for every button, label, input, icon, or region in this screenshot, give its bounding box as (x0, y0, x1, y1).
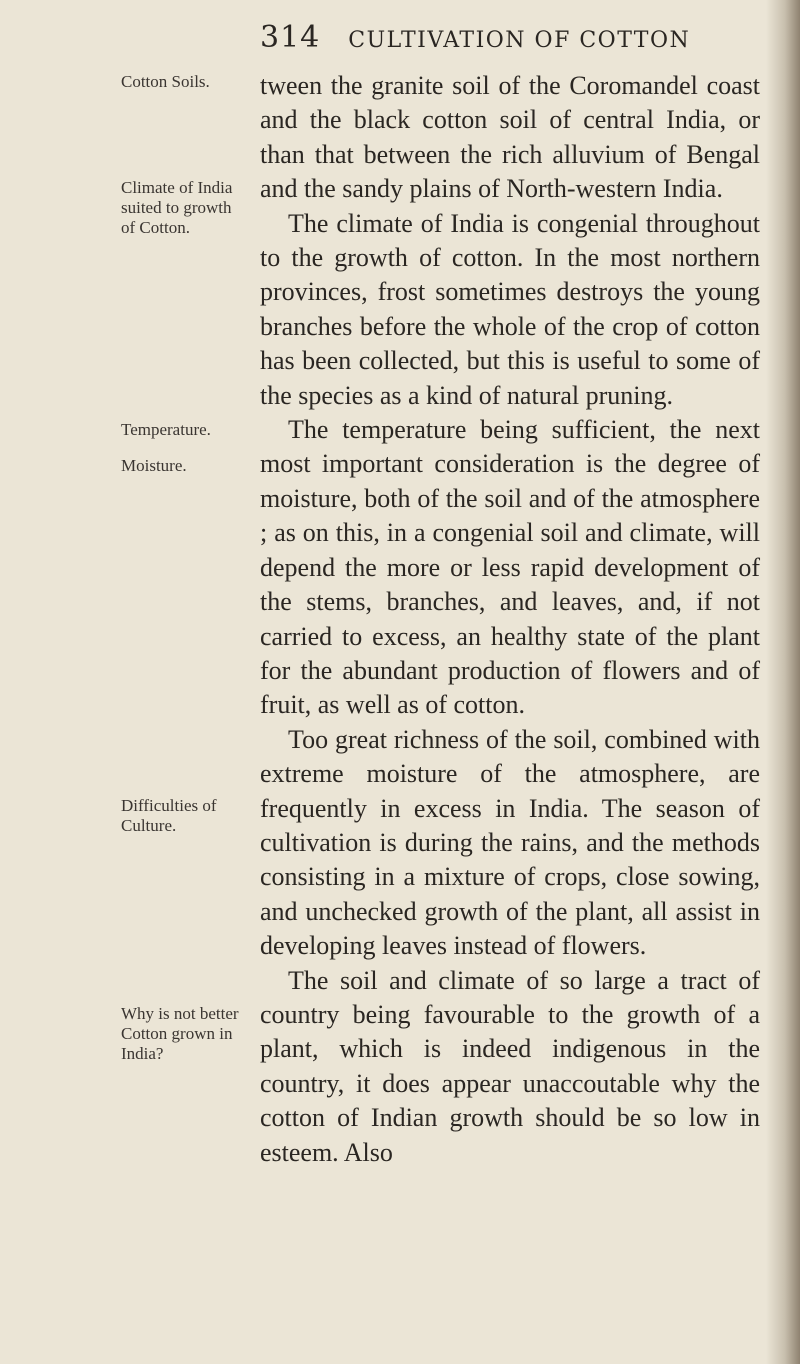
body-text (260, 69, 760, 1170)
running-header (260, 20, 690, 55)
running-title: CULTIVATION OF COTTON (348, 28, 691, 53)
margin-note-difficulties: Difficulties of Culture. (121, 796, 217, 835)
page-edge-shadow (766, 0, 800, 1364)
paragraph-difficulties: Too great richness of the soil, combined with extreme moisture of the atmosphere, are frequently in excess in India. The season of cultivation is during the rains, and the methods consisting in a mixture of crops, close sowing, and unchecked growth of the plant, all assist in developing leaves instead of flowers. (260, 724, 760, 961)
margin-note-cotton-soils: Cotton Soils. (121, 72, 210, 91)
paragraph-temperature: The temperature being sufficient, the next most important consideration is the degree of moisture, both of the soil and of the atmosphere ; as on this, in a congenial soil and climate, will depend the more or less rapid development of the stems, branches, and leaves, and, if not carried to excess, an healthy state of the plant for the abundant production of flowers and of fruit, as well as of cotton. (260, 415, 760, 720)
paragraph-climate: The climate of India is congenial throughout to the growth of cotton. In the most northern provinces, frost sometimes destroys the young branches before the whole of the crop of cotton has been collected, but this is useful to some of the species as a kind of natural pruning. (260, 208, 760, 410)
page-number: 314 (260, 20, 321, 55)
paragraph-cotton-soils: tween the granite soil of the Coromandel coast and the black cotton soil of central India, or than that between the rich alluvium of Bengal and the sandy plains of North-western India. (260, 71, 760, 204)
margin-note-why-not-better: Why is not better Cotton grown in India? (121, 1004, 239, 1063)
margin-note-climate: Climate of India suited to growth of Cotton. (121, 178, 233, 237)
margin-note-temperature: Temperature. (121, 420, 211, 439)
margin-note-moisture: Moisture. (121, 456, 187, 475)
paragraph-why-not-better: The soil and climate of so large a tract of country being favourable to the growth of a plant, which is indeed indigenous in the country, it does appear unaccoutable why the cotton of Indian growth should be so low in esteem. Also (260, 965, 760, 1167)
